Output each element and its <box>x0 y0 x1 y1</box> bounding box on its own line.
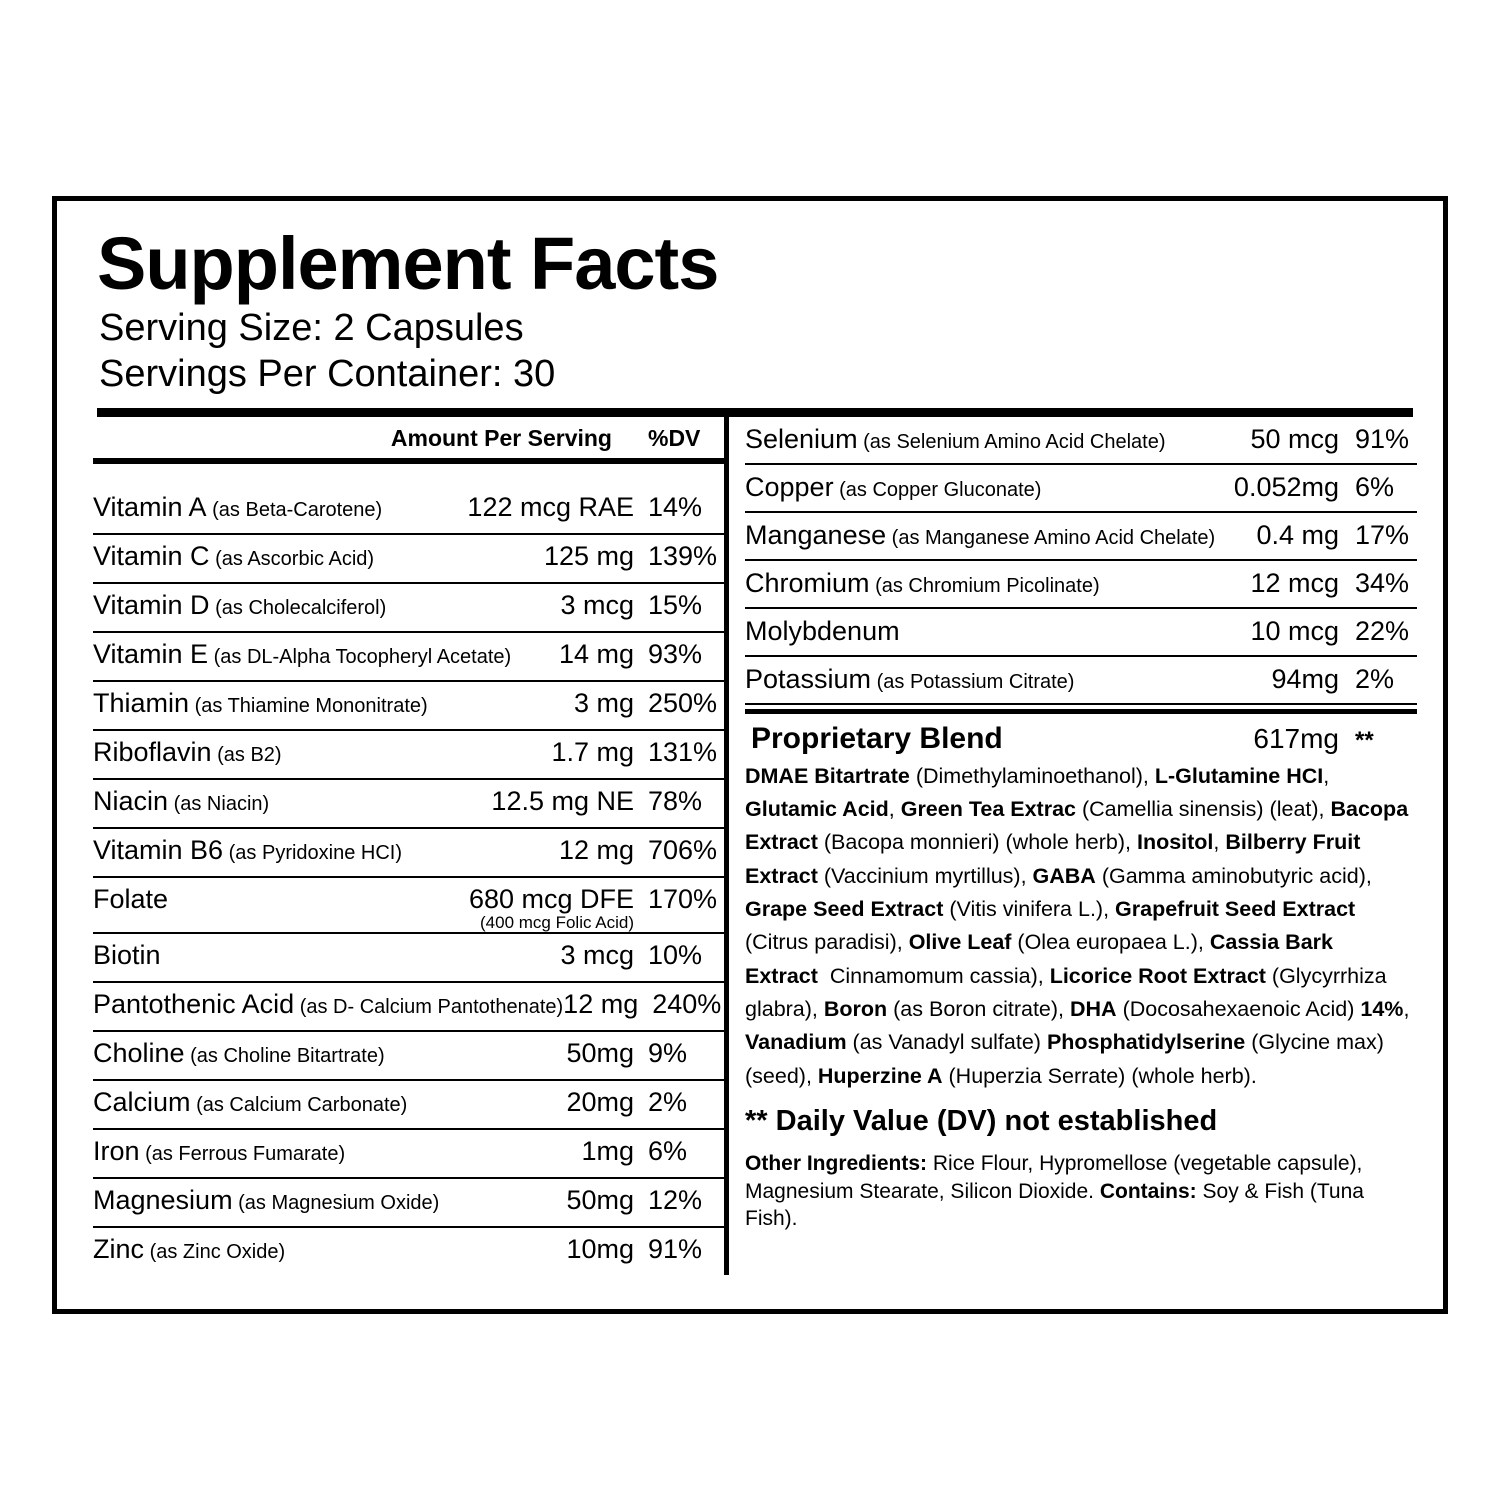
table-row <box>745 609 1417 657</box>
nutrient-amount: 20mg <box>566 1087 634 1118</box>
nutrient-name: Manganese (as Manganese Amino Acid Chelate) <box>745 519 1216 550</box>
servings-per-container-line <box>99 351 1417 397</box>
table-row <box>93 731 724 780</box>
nutrient-dv: 250% <box>648 687 718 718</box>
nutrient-source: (as Cholecalciferol) <box>209 596 387 619</box>
table-row <box>93 584 724 633</box>
nutrient-amount: 125 mg <box>543 540 634 571</box>
table-row <box>93 1228 724 1275</box>
nutrient-dv: 91% <box>1355 423 1410 454</box>
table-row <box>93 535 724 584</box>
nutrient-source: (as Beta-Carotene) <box>206 498 383 521</box>
nutrient-amount: 1.7 mg <box>551 736 634 767</box>
nutrient-name: Pantothenic Acid (as D- Calcium Pantothenate) <box>93 989 564 1020</box>
proprietary-blend-dagger: ** <box>1355 726 1374 754</box>
nutrient-source: (as Niacin) <box>168 792 270 815</box>
table-row <box>93 633 724 682</box>
nutrient-amount: 94mg <box>1271 663 1339 694</box>
nutrient-source: (as Choline Bitartrate) <box>184 1045 385 1068</box>
header-amount-per-serving: Amount Per Serving <box>390 424 612 451</box>
nutrient-amount: 50 mcg <box>1250 423 1339 454</box>
nutrient-name: Copper (as Copper Gluconate) <box>745 471 1042 502</box>
row-note-wrapper <box>93 914 724 935</box>
table-row <box>93 983 724 1032</box>
nutrient-name: Zinc (as Zinc Oxide) <box>93 1234 286 1265</box>
nutrient-name: Riboflavin (as B2) <box>93 736 282 767</box>
nutrient-dv: 2% <box>648 1087 688 1118</box>
table-row <box>93 1179 724 1228</box>
nutrient-amount: 12 mg <box>563 989 639 1020</box>
nutrient-amount: 3 mg <box>573 687 634 718</box>
table-row <box>93 878 724 918</box>
nutrient-dv: 6% <box>648 1136 688 1167</box>
table-row <box>745 465 1417 513</box>
table-row <box>745 513 1417 561</box>
nutrient-source: (as Ascorbic Acid) <box>209 547 375 570</box>
proprietary-blend-ingredients: DMAE Bitartrate (Dimethylaminoethanol), L-Glutamine HCI, Glutamic Acid, Green Tea Extrac (Camellia sinensis) (leat), Bacopa Extract (Bacopa monnieri) (whole herb), Inositol, Bilberry Fruit Extract (Vaccinium myrtillus), GABA (Gamma aminobutyric acid), Grape Seed Extract (Vitis vinifera L.), Grapefruit Seed Extract (Citrus paradisi), Olive Leaf (Olea europaea L.), Cassia Bark Extract Cinnamomum cassia), Licorice Root Extract (Glycyrrhiza glabra), Boron (as Boron citrate), DHA (Docosahexaenoic Acid) 14%, Vanadium (as Vanadyl sulfate) Phosphatidylserine (Glycine max)(seed), Huperzine A (Huperzia Serrate) (whole herb). <box>745 763 1410 1088</box>
nutrient-dv: 22% <box>1355 615 1410 646</box>
left-nutrient-list <box>93 486 724 1276</box>
page-title: Supplement Facts <box>97 222 719 305</box>
nutrient-amount: 14 mg <box>558 638 634 669</box>
nutrient-source: (as Thiamine Mononitrate) <box>189 694 428 717</box>
serving-size-value: 2 Capsules <box>333 307 524 349</box>
nutrient-amount: 50mg <box>566 1038 634 1069</box>
nutrient-dv: 131% <box>648 736 718 767</box>
nutrient-dv: 12% <box>648 1185 703 1216</box>
nutrient-amount: 3 mcg <box>560 940 634 971</box>
nutrient-dv: 93% <box>648 638 703 669</box>
nutrient-source: (as D- Calcium Pantothenate) <box>294 996 564 1019</box>
table-row <box>93 1032 724 1081</box>
header-percent-dv: %DV <box>648 424 701 451</box>
nutrient-name: Potassium (as Potassium Citrate) <box>745 663 1075 694</box>
nutrient-source: (as Potassium Citrate) <box>871 670 1075 693</box>
supplement-facts-panel <box>52 196 1448 1314</box>
nutrient-name: Magnesium (as Magnesium Oxide) <box>93 1185 440 1216</box>
nutrient-amount: 0.4 mg <box>1256 519 1339 550</box>
nutrient-name: Chromium (as Chromium Picolinate) <box>745 567 1100 598</box>
nutrient-source: (as Ferrous Fumarate) <box>139 1143 346 1166</box>
nutrient-name: Niacin (as Niacin) <box>93 785 270 816</box>
nutrient-dv: 91% <box>648 1234 703 1265</box>
servings-per-container-label: Servings Per Container: <box>99 353 503 396</box>
table-row <box>93 829 724 878</box>
divider-thick-top <box>97 408 1413 417</box>
nutrient-dv: 15% <box>648 589 703 620</box>
nutrient-name: Choline (as Choline Bitartrate) <box>93 1038 385 1069</box>
table-row <box>745 417 1417 465</box>
nutrient-amount: 0.052mg <box>1233 471 1339 502</box>
nutrient-source: (as Pyridoxine HCI) <box>223 841 403 864</box>
other-ingredients: Other Ingredients: Rice Flour, Hypromellose (vegetable capsule), Magnesium Stearate, Silicon Dioxide. Contains: Soy & Fish (Tuna Fish). <box>745 1151 1364 1231</box>
nutrient-name: Vitamin C (as Ascorbic Acid) <box>93 540 375 571</box>
nutrient-name: Molybdenum <box>745 615 900 646</box>
table-row <box>93 780 724 829</box>
nutrient-amount: 10mg <box>566 1234 634 1265</box>
nutrient-name: Iron (as Ferrous Fumarate) <box>93 1136 346 1167</box>
spacer <box>93 464 724 486</box>
nutrient-source: (as Calcium Carbonate) <box>190 1094 408 1117</box>
servings-per-container-value: 30 <box>512 353 556 396</box>
table-row <box>745 657 1417 705</box>
nutrient-dv: 9% <box>648 1038 688 1069</box>
proprietary-blend-amount: 617mg <box>1253 722 1339 754</box>
nutrient-amount: 12 mg <box>558 834 634 865</box>
nutrient-dv: 17% <box>1355 519 1410 550</box>
nutrient-dv: 78% <box>648 785 703 816</box>
nutrient-name: Calcium (as Calcium Carbonate) <box>93 1087 408 1118</box>
nutrient-amount: 10 mcg <box>1250 615 1339 646</box>
dv-not-established-note: ** Daily Value (DV) not established <box>745 1104 1218 1137</box>
nutrient-amount: 12.5 mg NE <box>491 785 634 816</box>
left-column <box>93 417 729 1276</box>
nutrient-dv: 139% <box>648 540 718 571</box>
nutrient-amount: 50mg <box>566 1185 634 1216</box>
nutrient-source: (as DL-Alpha Tocopheryl Acetate) <box>208 645 512 668</box>
nutrient-source: (as Manganese Amino Acid Chelate) <box>886 526 1216 549</box>
nutrient-name: Selenium (as Selenium Amino Acid Chelate) <box>745 423 1166 454</box>
nutrient-name: Biotin <box>93 940 161 971</box>
serving-size-line <box>99 305 1417 351</box>
nutrient-name: Vitamin D (as Cholecalciferol) <box>93 589 387 620</box>
nutrient-sub-note: (400 mcg Folic Acid) <box>480 912 634 932</box>
proprietary-blend-name: Proprietary Blend <box>751 721 1003 755</box>
nutrient-dv: 170% <box>648 883 718 914</box>
nutrient-amount: 12 mcg <box>1250 567 1339 598</box>
serving-size-label: Serving Size: <box>99 307 323 349</box>
nutrient-amount: 3 mcg <box>560 589 634 620</box>
nutrient-name: Thiamin (as Thiamine Mononitrate) <box>93 687 428 718</box>
nutrient-name: Vitamin E (as DL-Alpha Tocopheryl Acetate) <box>93 638 512 669</box>
nutrient-source: (as B2) <box>211 743 282 766</box>
table-header <box>93 417 724 458</box>
nutrient-amount: 680 mcg DFE <box>468 883 634 914</box>
nutrient-dv: 10% <box>648 940 703 971</box>
nutrient-dv: 14% <box>648 491 703 522</box>
columns-wrapper <box>93 417 1417 1276</box>
nutrient-dv: 6% <box>1355 471 1395 502</box>
nutrient-amount: 122 mcg RAE <box>467 491 634 522</box>
table-row <box>93 1130 724 1179</box>
right-nutrient-list <box>745 417 1417 705</box>
nutrient-name: Vitamin B6 (as Pyridoxine HCI) <box>93 834 403 865</box>
proprietary-blend-row <box>745 714 1417 758</box>
nutrient-dv: 2% <box>1355 663 1395 694</box>
nutrient-dv: 706% <box>648 834 718 865</box>
nutrient-dv: 34% <box>1355 567 1410 598</box>
nutrient-source: (as Copper Gluconate) <box>833 478 1042 501</box>
nutrient-name: Folate <box>93 883 169 914</box>
nutrient-name: Vitamin A (as Beta-Carotene) <box>93 491 383 522</box>
nutrient-dv: 240% <box>652 989 722 1020</box>
nutrient-source: (as Chromium Picolinate) <box>869 574 1100 597</box>
table-row <box>93 1081 724 1130</box>
nutrient-amount: 1mg <box>581 1136 634 1167</box>
table-row <box>93 934 724 983</box>
right-column <box>729 417 1417 1276</box>
nutrient-source: (as Magnesium Oxide) <box>232 1192 440 1215</box>
nutrient-source: (as Selenium Amino Acid Chelate) <box>857 430 1166 453</box>
table-row <box>93 682 724 731</box>
nutrient-source: (as Zinc Oxide) <box>144 1241 286 1264</box>
table-row <box>93 486 724 535</box>
table-row <box>745 561 1417 609</box>
